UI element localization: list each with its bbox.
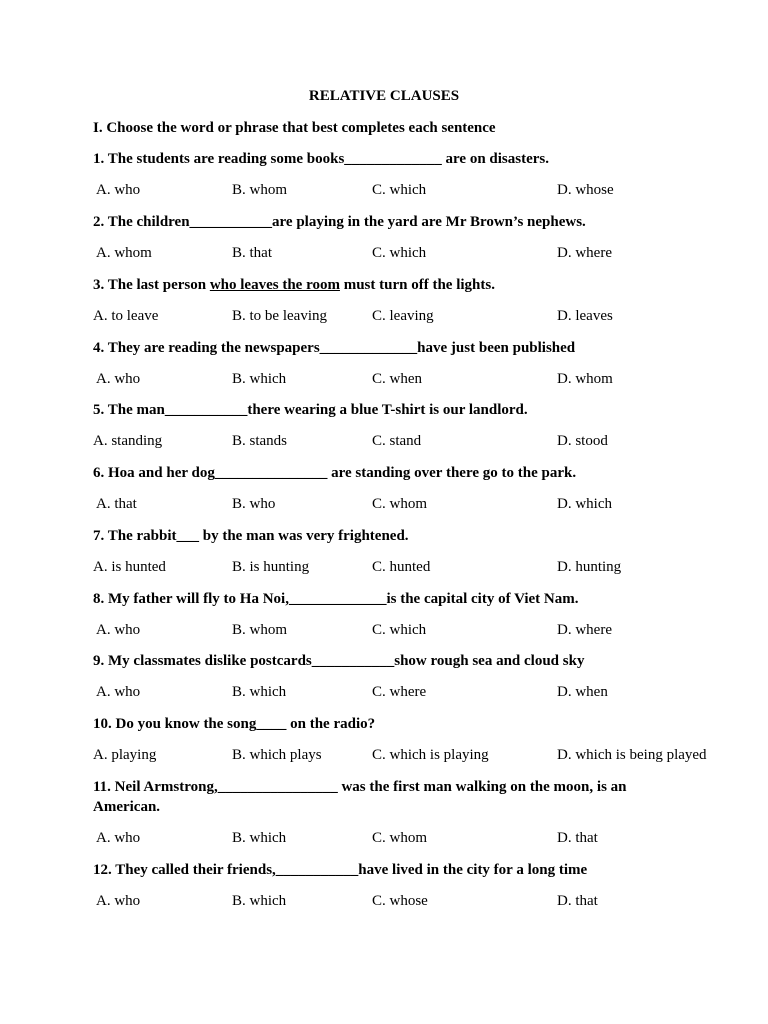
question-6 [93,463,683,483]
option-c: C. stand [372,433,422,449]
question-text: 10. Do you know the song____ on the radio? [93,716,376,732]
option-c: C. which [372,245,427,261]
option-a: A. who [96,622,141,638]
question-2 [93,212,683,232]
options-row [0,369,768,389]
option-b: B. which [232,893,287,909]
option-d: D. where [557,622,612,638]
option-d: D. stood [557,433,608,449]
question-1 [93,149,683,169]
option-b: B. who [232,496,276,512]
question-text: 2. The children___________are playing in the yard are Mr Brown’s nephews. [93,214,586,230]
option-a: A. that [96,496,137,512]
question-text-end: must turn off the lights. [339,277,495,293]
option-b: B. whom [232,622,288,638]
question-9 [93,651,683,671]
option-d: D. when [557,684,608,700]
option-a: A. playing [93,747,157,763]
option-a: A. is hunted [93,559,166,575]
options-row [0,557,768,577]
option-c: C. which is playing [372,747,489,763]
question-text: 4. They are reading the newspapers_____________have just been published [93,340,576,356]
option-b: B. stands [232,433,288,449]
question-8 [93,589,683,609]
question-12 [93,860,683,880]
option-c: C. which [372,622,427,638]
question-text: 6. Hoa and her dog_______________ are standing over there go to the park. [93,465,577,481]
option-a: A. whom [96,245,152,261]
option-b: B. which [232,830,287,846]
option-a: A. who [96,830,141,846]
options-row [0,494,768,514]
option-b: B. which plays [232,747,322,763]
option-c: C. leaving [372,308,434,324]
option-a: A. to leave [93,308,159,324]
options-row [0,306,768,326]
option-b: B. to be leaving [232,308,327,324]
option-d: D. which [557,496,612,512]
option-d: D. whose [557,182,614,198]
option-b: B. that [232,245,272,261]
question-text: 1. The students are reading some books_____________ are on disasters. [93,151,550,167]
options-row [0,243,768,263]
options-row [0,745,768,765]
option-c: C. which [372,182,427,198]
option-c: C. whom [372,830,428,846]
question-text: 12. They called their friends,___________have lived in the city for a long time [93,862,588,878]
option-b: B. whom [232,182,288,198]
option-d: D. that [557,830,598,846]
question-4 [93,338,683,358]
option-a: A. who [96,371,141,387]
option-b: B. which [232,684,287,700]
options-row [0,682,768,702]
option-d: D. that [557,893,598,909]
option-d: D. where [557,245,612,261]
option-b: B. is hunting [232,559,310,575]
question-text: 3. The last person [93,277,210,293]
options-row [0,431,768,451]
question-7 [93,526,683,546]
option-a: A. who [96,684,141,700]
option-c: C. whose [372,893,428,909]
question-text: 5. The man___________there wearing a blue T-shirt is our landlord. [93,402,528,418]
options-row [0,180,768,200]
question-11 [93,777,653,817]
question-text: 7. The rabbit___ by the man was very frightened. [93,528,409,544]
option-a: A. who [96,893,141,909]
option-d: D. leaves [557,308,613,324]
option-c: C. hunted [372,559,431,575]
option-b: B. which [232,371,287,387]
option-a: A. who [96,182,141,198]
options-row [0,620,768,640]
option-c: C. when [372,371,422,387]
option-d: D. hunting [557,559,622,575]
question-3 [93,275,683,295]
option-c: C. whom [372,496,428,512]
options-row [0,891,768,911]
option-d: D. which is being played [557,747,707,763]
question-text: 9. My classmates dislike postcards___________show rough sea and cloud sky [93,653,585,669]
options-row [0,828,768,848]
instruction: I. Choose the word or phrase that best completes each sentence [93,120,496,136]
question-text: 11. Neil Armstrong,________________ was the first man walking on the moon, is an American. [93,779,627,815]
underlined-phrase: who leaves the room [209,277,340,293]
option-a: A. standing [93,433,163,449]
page-title: RELATIVE CLAUSES [308,88,460,104]
option-d: D. whom [557,371,613,387]
question-10 [93,714,683,734]
option-c: C. where [372,684,427,700]
question-text: 8. My father will fly to Ha Noi,_____________is the capital city of Viet Nam. [93,591,579,607]
question-5 [93,400,683,420]
